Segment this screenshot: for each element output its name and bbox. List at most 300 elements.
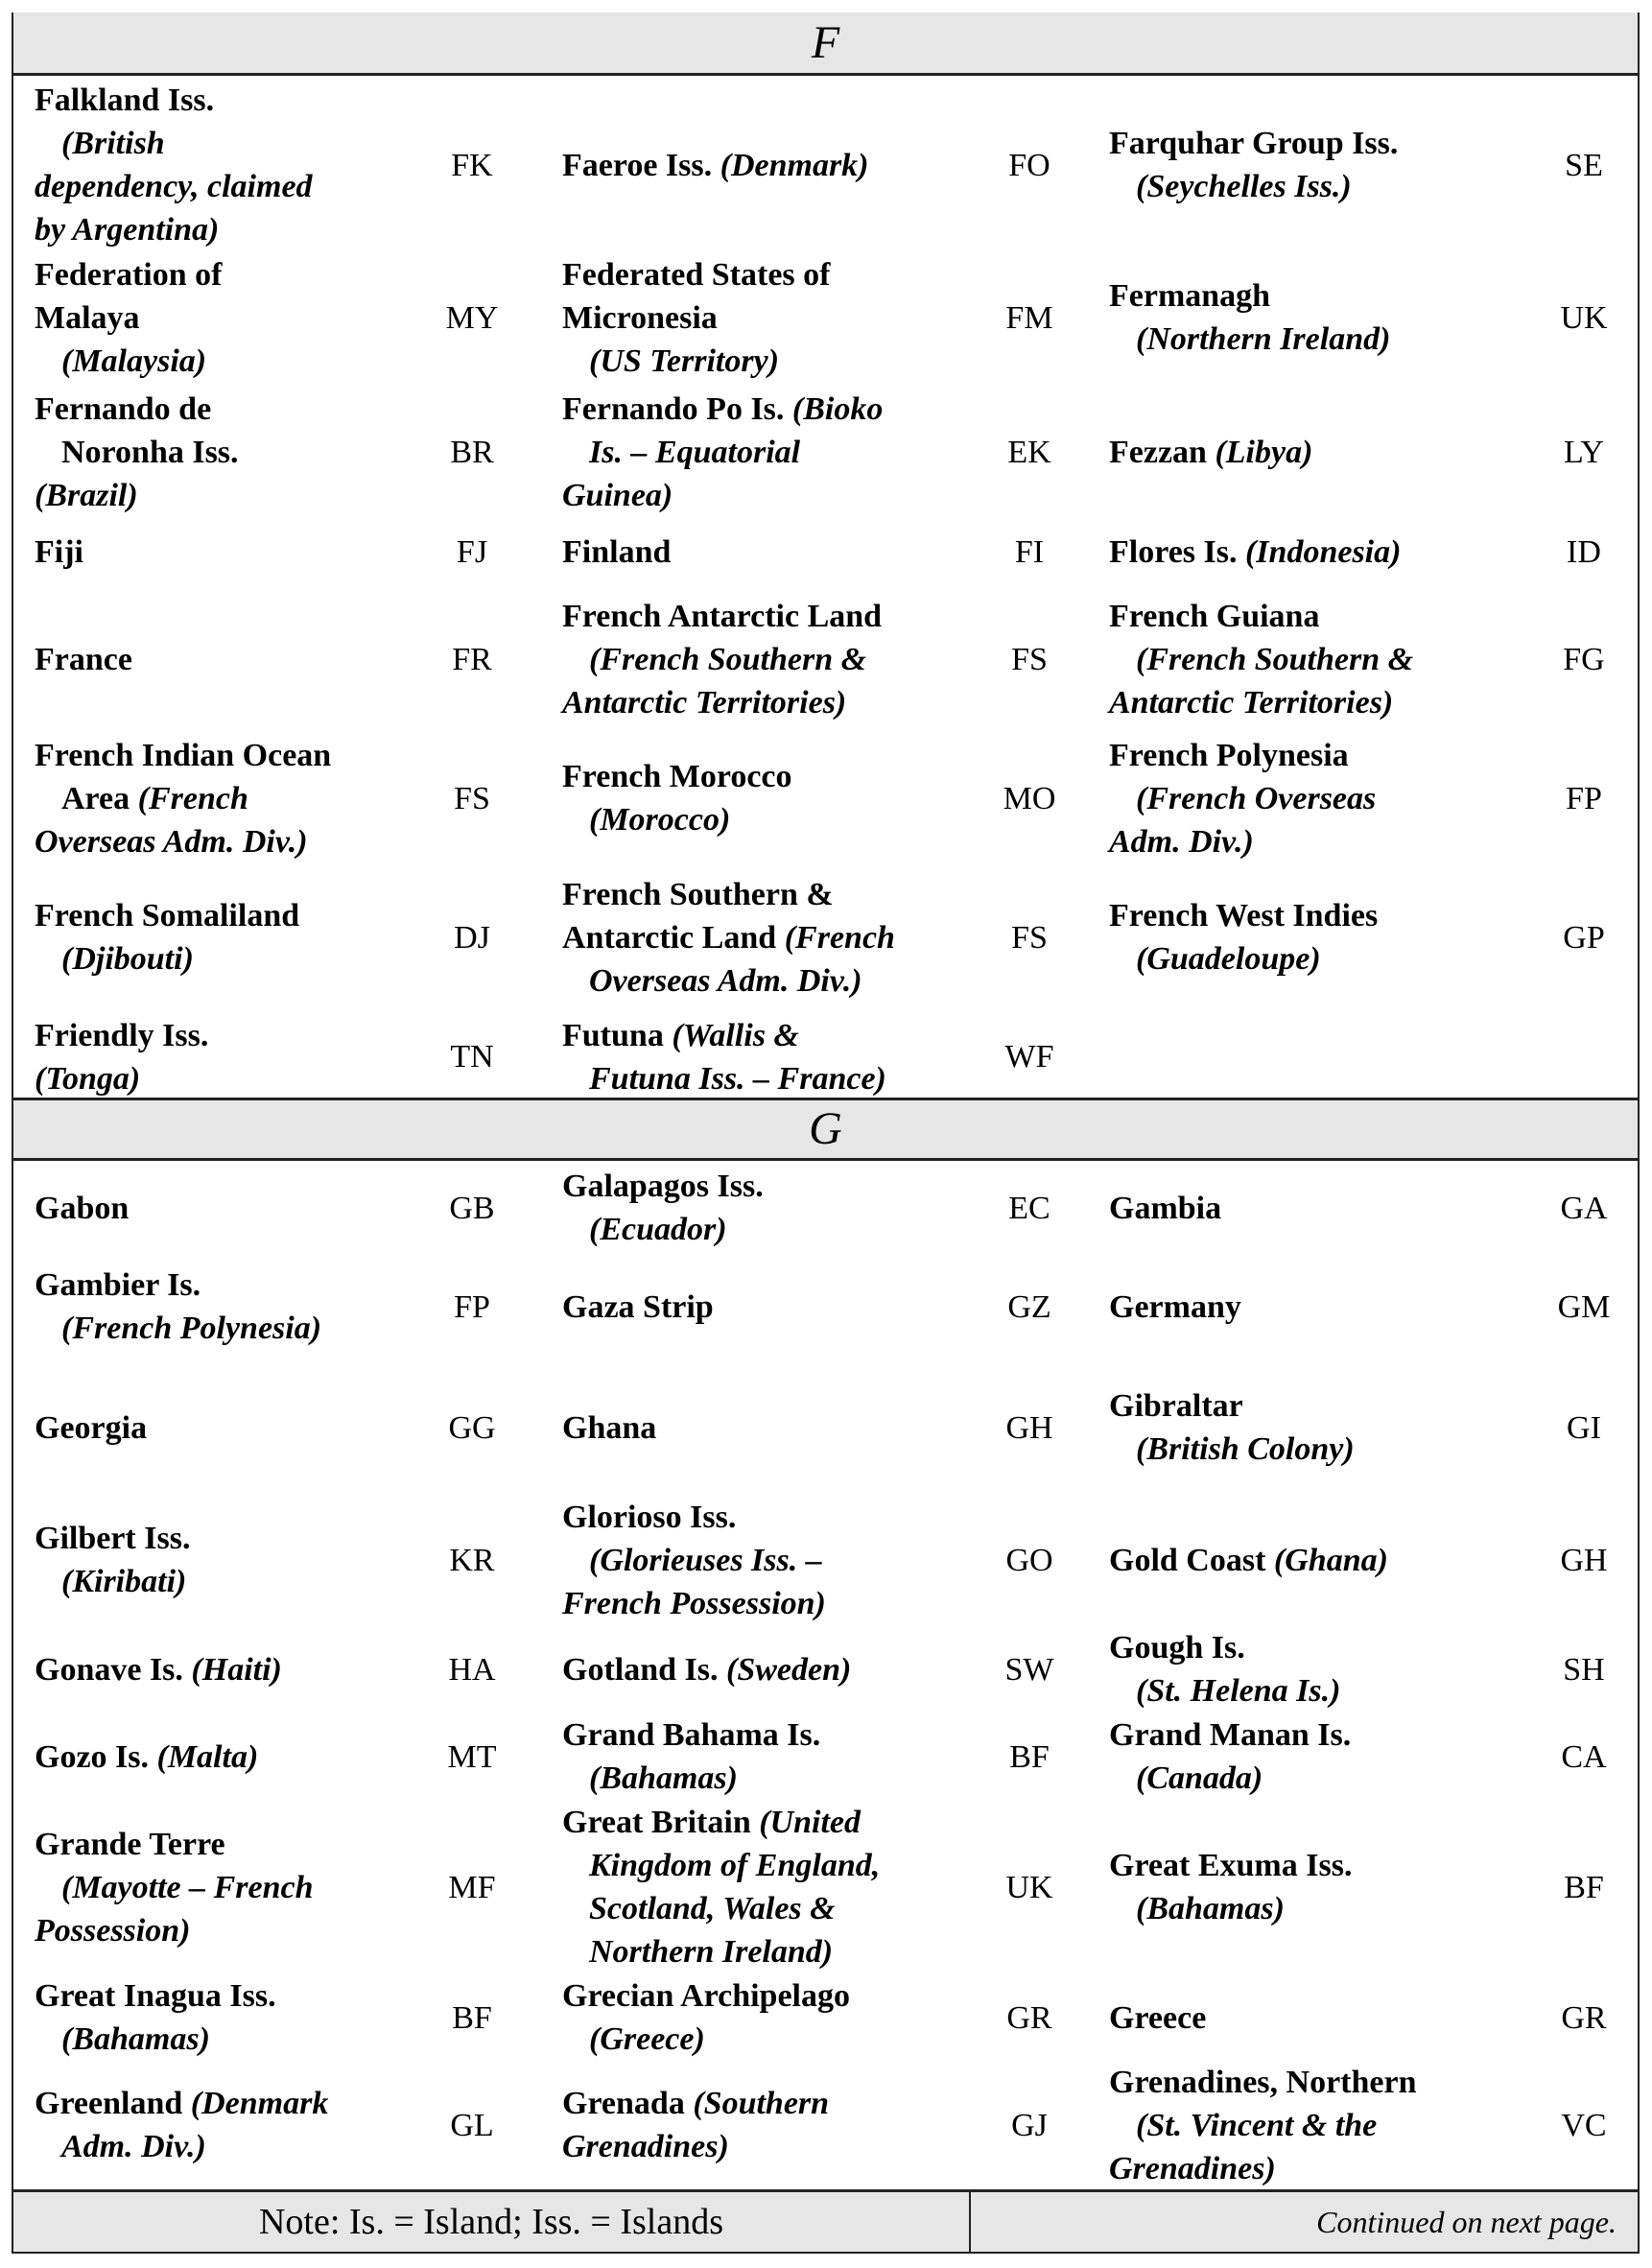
country-name [562,1497,984,1623]
country-name [1109,1715,1531,1798]
country-code: GB [449,1190,495,1226]
name-annotation: (Bahamas) [61,2021,210,2057]
country-name [1109,1161,1531,1255]
name-line [562,1014,984,1057]
name-primary: Germany [1109,1288,1241,1325]
country-code: GJ [1011,2107,1048,2143]
country-name [1109,1358,1531,1497]
name-annotation: Possession) [35,1912,191,1949]
name-primary: Gough Is. [1109,1630,1245,1666]
name-primary: Flores Is. [1109,533,1245,570]
country-name [562,580,984,738]
name-line [35,937,437,980]
name-line [562,1208,984,1251]
name-primary: Gambier Is. [35,1267,201,1303]
country-name [1109,2059,1531,2191]
country-name [562,1255,984,1358]
name-line [1109,777,1531,820]
name-line [562,531,984,574]
table-row [13,1976,1638,2059]
name-annotation: Overseas Adm. Div.) [35,823,308,860]
continued-note: Continued on next page. [1316,2204,1617,2239]
name-primary: Grand Manan Is. [1109,1717,1352,1753]
name-line [35,79,437,122]
name-line [562,638,984,681]
name-annotation: (French Polynesia) [61,1311,322,1346]
name-primary: Gambia [1109,1190,1222,1226]
name-line [35,1057,437,1100]
country-name [1109,1798,1531,1976]
country-code: VC [1561,2107,1607,2143]
name-primary: French Morocco [562,759,792,794]
name-line [1109,820,1531,863]
country-code: EC [1008,1190,1050,1226]
name-annotation: Northern Ireland) [589,1934,834,1970]
name-line [35,638,437,681]
country-name [35,381,437,523]
country-code: BF [452,1999,492,2036]
name-primary: Gonave Is. [35,1651,192,1688]
name-annotation: (Denmark) [720,147,869,183]
table-row [13,2059,1638,2191]
country-code: FI [1014,533,1045,570]
name-line [562,1165,984,1208]
name-line [35,474,437,517]
name-line [562,2018,984,2061]
name-primary: French Polynesia [1109,737,1349,773]
country-name [35,738,437,859]
name-line [1109,1887,1531,1930]
name-line [562,755,984,798]
name-annotation: (French Southern & [1136,641,1414,677]
name-line [35,431,437,474]
name-primary: Gibraltar [1109,1388,1243,1424]
name-line [562,388,984,431]
name-annotation: (Mayotte – French [61,1869,314,1905]
name-primary: French West Indies [1109,898,1379,933]
country-name [562,1161,984,1255]
country-name [1109,523,1531,580]
country-code: FS [454,780,490,816]
name-line [1109,1669,1531,1713]
country-code: MY [445,299,499,336]
name-line [35,253,437,296]
name-line [562,1648,984,1691]
name-line [35,1014,437,1057]
country-code: HA [448,1651,496,1688]
table-row [13,1798,1638,1976]
country-name [35,1358,437,1497]
name-line [35,2082,437,2125]
country-name [35,1623,437,1715]
country-code: FP [1566,780,1602,816]
country-code: MF [448,1869,496,1905]
country-name [562,76,984,254]
name-primary: Grande Terre [35,1826,225,1862]
name-line [1109,1757,1531,1800]
name-primary: Grand Bahama Is. [562,1717,821,1753]
name-line [1109,734,1531,777]
name-line [562,1286,984,1329]
name-annotation: (Wallis & [672,1017,799,1053]
country-code: KR [449,1542,495,1578]
name-primary: French Antarctic Land [562,598,883,634]
name-line [1109,122,1531,165]
name-primary: Galapagos Iss. [562,1169,764,1204]
section-body-f [13,76,1638,1098]
name-line [562,2125,984,2168]
country-name [562,2059,984,2191]
name-primary: Federated States of [562,256,831,293]
name-annotation: (St. Helena Is.) [1136,1673,1341,1709]
name-line [562,1713,984,1757]
table-row [13,76,1638,254]
name-line [1109,1996,1531,2040]
name-primary: Fernando Po Is. [562,390,792,427]
abbreviation-note: Note: Is. = Island; Iss. = Islands [13,2192,971,2252]
country-code: SH [1563,1651,1605,1688]
name-annotation: (Southern [693,2086,830,2121]
country-code: BF [1564,1869,1604,1905]
name-primary: Fernando de [35,390,212,427]
table-row [13,859,1638,1016]
name-line [562,1539,984,1582]
name-line [562,144,984,187]
name-annotation: (Kiribati) [61,1564,187,1599]
name-line [1109,531,1531,574]
name-primary: Greece [1109,1999,1207,2036]
name-line [35,1648,437,1691]
country-name [562,523,984,580]
name-primary: Great Britain [562,1805,760,1840]
name-line [35,122,437,165]
name-line [562,431,984,474]
name-line [562,1930,984,1973]
country-code: FP [454,1288,490,1325]
name-line [562,1974,984,2018]
name-annotation: (Glorieuses Iss. – [589,1542,822,1578]
name-line [35,894,437,937]
country-code: FR [452,641,492,677]
name-annotation: (French [784,919,895,956]
section-header-g [13,1098,1638,1161]
country-name [35,523,437,580]
name-line [1109,318,1531,361]
table-row [13,1497,1638,1623]
country-code: BF [1009,1738,1050,1775]
name-line [562,959,984,1003]
country-code: BR [450,434,494,470]
name-annotation: Guinea) [562,477,673,513]
name-line [562,1801,984,1844]
table-row [13,254,1638,381]
name-line [562,296,984,340]
country-name [562,1715,984,1798]
name-line [1109,1428,1531,1471]
name-primary: Gotland Is. [562,1651,726,1688]
country-name [562,1798,984,1976]
country-name [35,1497,437,1623]
country-name [35,2059,437,2191]
country-code: EK [1007,434,1051,470]
name-annotation: Grenadines) [562,2129,729,2164]
name-line [1109,2104,1531,2147]
name-annotation: (St. Vincent & the [1136,2107,1378,2143]
name-primary: Finland [562,533,672,570]
name-primary: Antarctic Land [562,919,785,956]
name-annotation: by Argentina) [35,212,220,248]
name-line [1109,1384,1531,1428]
name-primary: Ghana [562,1409,657,1446]
name-primary: Grenada [562,2086,694,2121]
country-name [1109,580,1531,738]
name-primary: Fiji [35,533,83,570]
name-line [562,873,984,916]
country-name [1109,1255,1531,1358]
name-annotation: (Indonesia) [1244,533,1402,570]
name-annotation: (Sweden) [726,1651,852,1688]
country-code: FJ [456,533,488,570]
country-name [35,1161,437,1255]
name-line [562,340,984,383]
name-annotation: (British Colony) [1136,1431,1355,1467]
name-primary: Gold Coast [1109,1542,1274,1578]
name-primary: Federation of [35,256,223,293]
name-line [562,1582,984,1625]
table-row [13,580,1638,738]
country-code: GR [1561,1999,1607,2036]
name-annotation: Adm. Div.) [1109,823,1254,860]
name-annotation: (Ecuador) [589,1212,727,1247]
name-line [1109,638,1531,681]
table-row [13,523,1638,580]
name-line [562,253,984,296]
name-annotation: (Canada) [1136,1760,1263,1796]
name-annotation: Overseas Adm. Div.) [589,962,862,999]
name-primary: Malaya [35,299,140,336]
name-line [562,681,984,724]
name-annotation: (Malta) [156,1738,259,1775]
name-annotation: (Brazil) [35,477,138,513]
name-primary: French Indian Ocean [35,737,332,773]
name-annotation: (Morocco) [589,802,731,838]
name-line [562,1844,984,1887]
name-primary: Faeroe Iss. [562,147,720,183]
name-annotation: (Bahamas) [1136,1891,1285,1926]
country-code: GZ [1007,1288,1051,1325]
country-code: ID [1567,533,1601,570]
name-annotation: (Djibouti) [61,941,194,977]
name-annotation: (US Territory) [589,343,780,379]
name-primary: Gaza Strip [562,1288,714,1325]
name-annotation: Antarctic Territories) [562,684,847,721]
country-name [1109,1976,1531,2059]
country-code-table [12,12,1640,2254]
name-line [1109,2061,1531,2104]
name-line [35,208,437,251]
country-code: FK [451,147,493,183]
name-line [35,1406,437,1450]
name-annotation: (French Overseas [1136,780,1377,816]
name-primary: Gilbert Iss. [35,1521,191,1556]
country-code: SW [1004,1651,1054,1688]
table-row [13,1255,1638,1358]
name-primary: Futuna [562,1017,673,1053]
country-code: FO [1008,147,1050,183]
name-primary: Grenadines, Northern [1109,2064,1417,2100]
name-line [1109,431,1531,474]
country-code: GH [1005,1409,1053,1446]
table-row [13,738,1638,859]
country-code: GI [1567,1409,1601,1446]
country-name [1109,859,1531,1016]
name-line [35,1307,437,1350]
country-code: GL [450,2107,494,2143]
name-line [1109,595,1531,638]
country-name [35,1798,437,1976]
name-line [562,1887,984,1930]
name-line [562,1496,984,1539]
country-name [35,1715,437,1798]
table-row [13,1016,1638,1098]
name-line [1109,1844,1531,1887]
name-annotation: (British [61,126,165,161]
table-row [13,1358,1638,1497]
country-name [35,580,437,738]
name-line [1109,1286,1531,1329]
name-line [35,340,437,383]
country-name [1109,1497,1531,1623]
country-code: FM [1005,299,1053,336]
country-code: GR [1006,1999,1052,2036]
name-line [562,474,984,517]
country-code: LY [1564,434,1604,470]
name-primary: Farquhar Group Iss. [1109,126,1399,161]
name-line [562,595,984,638]
section-header-f [13,12,1638,76]
name-line [1109,2147,1531,2190]
section-letter: F [811,16,840,68]
country-name [562,738,984,859]
name-line [1109,937,1531,980]
country-name [35,1255,437,1358]
section-letter: G [809,1103,842,1154]
name-line [1109,681,1531,724]
name-line [35,820,437,863]
name-primary: French Somaliland [35,898,300,933]
name-line [35,1909,437,1952]
country-name [562,381,984,523]
name-annotation: (Ghana) [1273,1542,1388,1578]
country-code: FG [1563,641,1605,677]
name-primary: French Guiana [1109,598,1320,634]
name-line [562,916,984,959]
name-line [562,2082,984,2125]
name-annotation: Futuna Iss. – France) [589,1060,886,1097]
country-code: DJ [454,919,490,956]
name-annotation: dependency, claimed [35,169,313,204]
country-name [562,1358,984,1497]
country-name [35,859,437,1016]
country-code: FS [1011,919,1048,956]
name-line [35,1823,437,1866]
name-line [35,1187,437,1230]
name-line [562,1406,984,1450]
country-code: GP [1563,919,1605,956]
country-name [1109,738,1531,859]
name-line [35,1974,437,2018]
country-code: TN [450,1039,494,1075]
name-line [35,165,437,208]
name-primary: Great Exuma Iss. [1109,1848,1353,1883]
name-primary: France [35,641,132,677]
name-annotation: (Northern Ireland) [1136,321,1391,357]
name-annotation: (Greece) [589,2021,705,2057]
table-row [13,1623,1638,1715]
name-line [1109,1713,1531,1757]
country-name [1109,1016,1531,1098]
country-name [35,76,437,254]
name-line [35,1866,437,1909]
table-footer [13,2189,1638,2252]
country-code: SE [1565,147,1603,183]
name-annotation: French Possession) [562,1585,826,1621]
name-line [35,777,437,820]
name-line [35,2125,437,2168]
name-line [1109,1539,1531,1582]
country-code: CA [1561,1738,1607,1775]
name-annotation: (Haiti) [191,1651,282,1688]
name-primary: Micronesia [562,299,718,336]
name-annotation: (Bioko [791,390,884,427]
section-body-g [13,1161,1638,2191]
country-name [562,254,984,381]
country-code [1538,1016,1630,1098]
name-line [1109,1626,1531,1669]
name-primary: Fezzan [1109,434,1215,470]
country-name [1109,76,1531,254]
country-code: UK [1005,1869,1053,1905]
country-code: FS [1011,641,1048,677]
name-annotation: (Guadeloupe) [1136,941,1321,977]
name-annotation: (French Southern & [589,641,867,677]
name-line [35,2018,437,2061]
name-primary: French Southern & [562,876,834,912]
table-row [13,1715,1638,1798]
name-line [35,1517,437,1560]
name-line [1109,1187,1531,1230]
name-annotation: (United [759,1805,861,1840]
country-name [35,254,437,381]
name-line [1109,274,1531,318]
name-primary: Georgia [35,1409,148,1446]
name-line [1109,165,1531,208]
name-line [1109,894,1531,937]
name-primary: Greenland [35,2086,191,2121]
country-name [562,1623,984,1715]
name-annotation: Kingdom of England, [589,1848,881,1883]
country-code: WF [1004,1039,1054,1075]
name-annotation: Is. – Equatorial [589,434,801,470]
name-primary: Gozo Is. [35,1738,157,1775]
country-name [1109,1623,1531,1715]
name-primary: Fermanagh [1109,278,1271,314]
name-line [35,1264,437,1307]
name-annotation: (Malaysia) [61,343,207,379]
name-line [562,1757,984,1800]
name-line [562,1057,984,1100]
name-primary: Falkland Iss. [35,83,215,118]
